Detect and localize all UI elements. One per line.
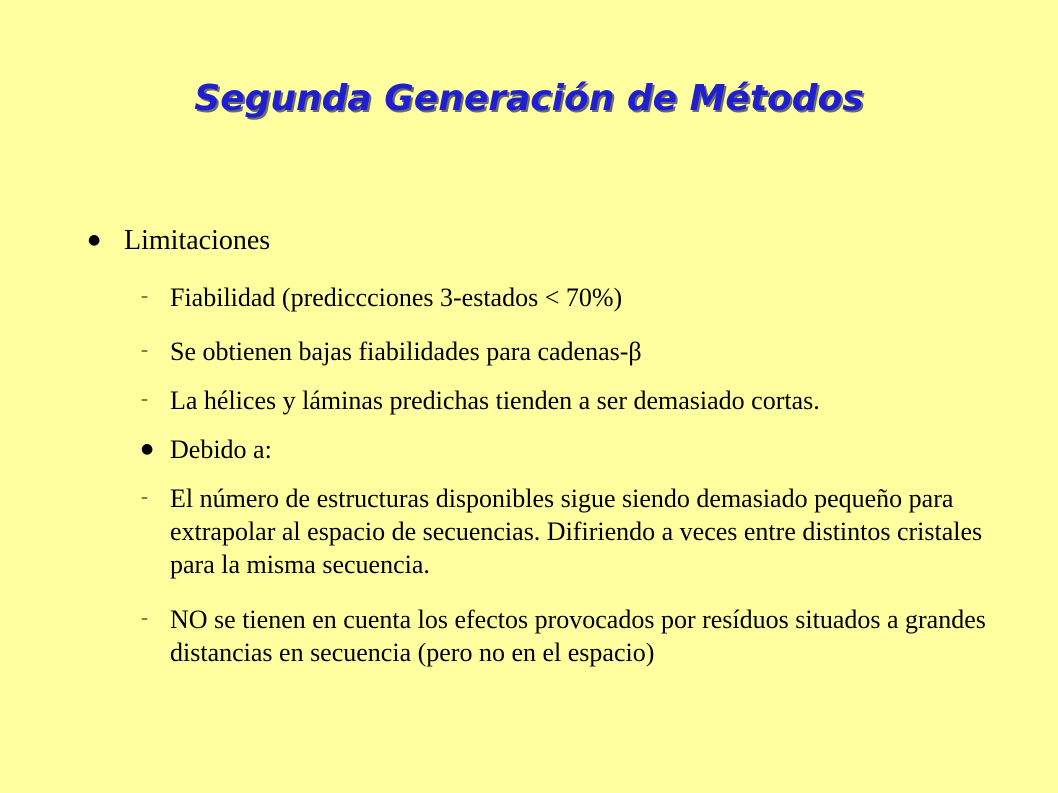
bullet-item-limitaciones	[88, 224, 270, 257]
sub-item-text: Se obtienen bajas fiabilidades para cadenas-β	[170, 337, 642, 366]
slide-title: Segunda Generación de Métodos	[194, 78, 864, 119]
sub-item-residuos	[141, 603, 990, 669]
sub-item-text: NO se tienen en cuenta los efectos provocados por resíduos situados a grandes distancias en secuencia (pero no en el espacio)	[170, 605, 986, 667]
sub-item-text: La hélices y láminas predichas tienden a ser demasiado cortas.	[170, 386, 820, 415]
dash-icon: –	[141, 392, 148, 408]
sub-item-text: El número de estructuras disponibles sigue siendo demasiado pequeño para extrapolar al espacio de secuencias. Difiriendo a veces entre distintos cristales para la misma secuencia.	[170, 484, 983, 579]
sub-item-estructuras	[141, 482, 990, 581]
dash-icon: –	[141, 289, 148, 305]
bullet-text: Limitaciones	[124, 225, 271, 256]
bullet-dot-icon: ●	[141, 441, 154, 457]
sub-item-debido-a	[141, 433, 990, 466]
dash-icon: –	[141, 343, 148, 359]
sub-item-text: Debido a:	[170, 435, 272, 464]
dash-icon: –	[141, 490, 148, 506]
sub-item-text: Fiabilidad (prediccciones 3-estados < 70%)	[170, 283, 623, 312]
sub-item-fiabilidad	[141, 281, 990, 314]
sub-item-cadenas-beta	[141, 335, 990, 368]
dash-icon: –	[141, 611, 148, 627]
sub-item-helices	[141, 384, 990, 417]
bullet-dot-icon: ●	[88, 232, 101, 248]
